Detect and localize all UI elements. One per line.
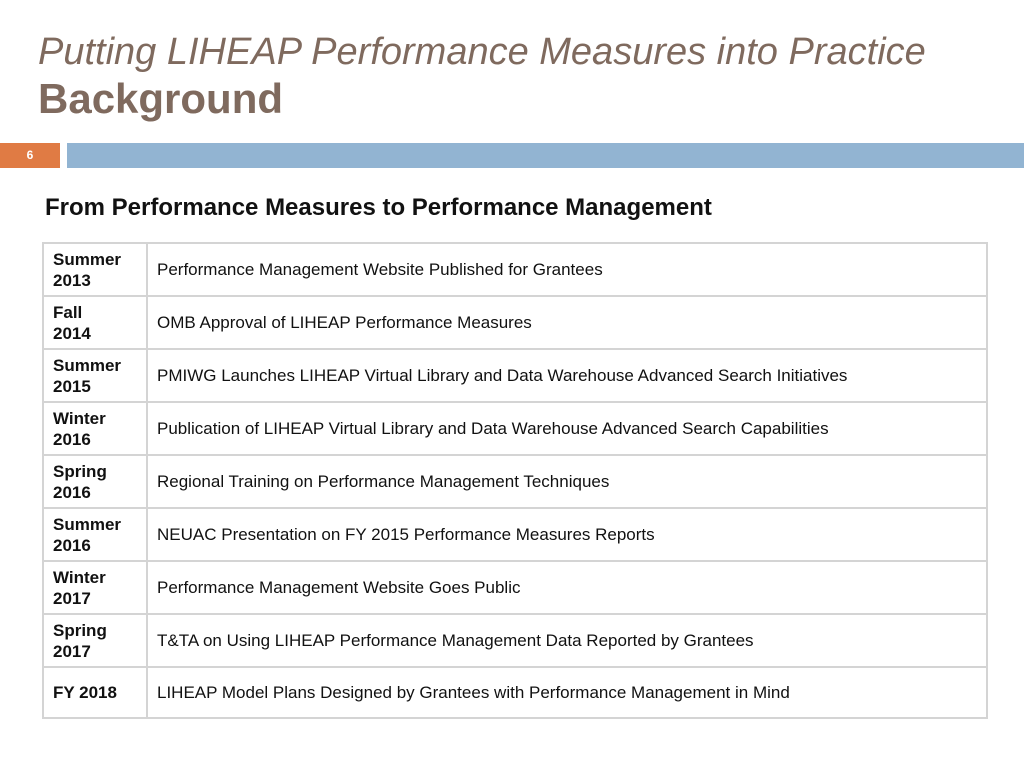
table-row — [43, 243, 987, 296]
row-event: Regional Training on Performance Management Techniques — [147, 455, 987, 508]
row-event: PMIWG Launches LIHEAP Virtual Library and Data Warehouse Advanced Search Initiatives — [147, 349, 987, 402]
row-date: FY 2018 — [43, 667, 147, 718]
slide-subtitle: Background — [38, 75, 284, 122]
table-row — [43, 561, 987, 614]
row-event: Publication of LIHEAP Virtual Library and Data Warehouse Advanced Search Capabilities — [147, 402, 987, 455]
table-row — [43, 296, 987, 349]
timeline-table — [42, 242, 988, 719]
row-event: T&TA on Using LIHEAP Performance Management Data Reported by Grantees — [147, 614, 987, 667]
row-date: Winter 2017 — [43, 561, 147, 614]
row-date: Summer 2015 — [43, 349, 147, 402]
row-event: Performance Management Website Goes Public — [147, 561, 987, 614]
slide-title: Putting LIHEAP Performance Measures into Practice — [38, 31, 926, 73]
row-date: Spring 2016 — [43, 455, 147, 508]
row-event: NEUAC Presentation on FY 2015 Performance Measures Reports — [147, 508, 987, 561]
row-date: Winter 2016 — [43, 402, 147, 455]
table-row — [43, 402, 987, 455]
row-date: Summer 2013 — [43, 243, 147, 296]
row-date: Summer 2016 — [43, 508, 147, 561]
row-date: Fall 2014 — [43, 296, 147, 349]
row-event: LIHEAP Model Plans Designed by Grantees with Performance Management in Mind — [147, 667, 987, 718]
table-row — [43, 667, 987, 718]
row-event: Performance Management Website Published for Grantees — [147, 243, 987, 296]
row-event: OMB Approval of LIHEAP Performance Measures — [147, 296, 987, 349]
header-bar — [67, 143, 1024, 168]
table-row — [43, 349, 987, 402]
table-row — [43, 508, 987, 561]
section-heading: From Performance Measures to Performance Management — [45, 194, 712, 221]
row-date: Spring 2017 — [43, 614, 147, 667]
page-number: 6 — [0, 143, 60, 168]
table-row — [43, 614, 987, 667]
table-row — [43, 455, 987, 508]
